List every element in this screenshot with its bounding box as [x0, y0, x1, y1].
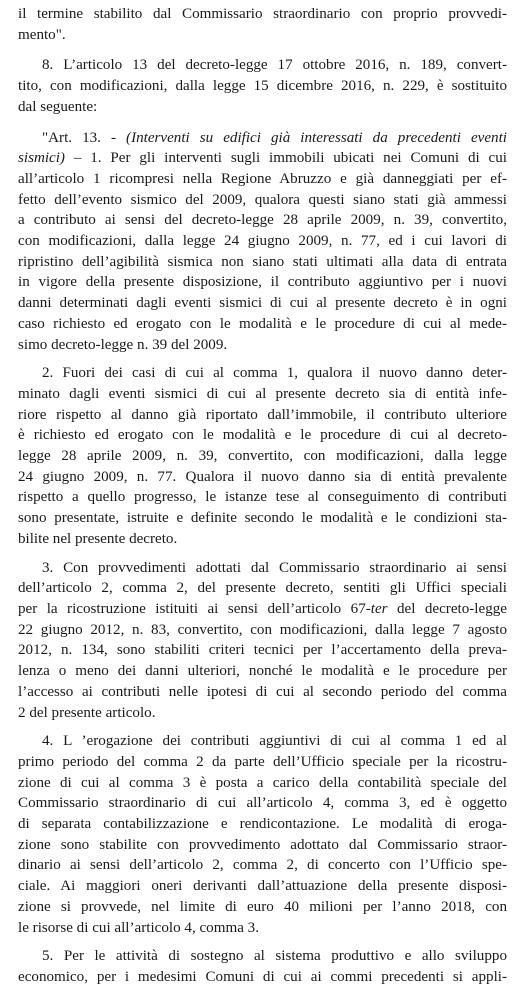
text-line: sismici) – 1. Per gli interventi sugli immobili ubicati nei Comuni di cui: [18, 150, 507, 167]
paragraph-continuation: [18, 4, 507, 45]
text-line: economico, per i medesimi Comuni di cui ai commi precedenti si appli-: [18, 968, 507, 985]
text-line: ripristino dell’agibilità sismica non siano stati ultimati alla data di entrata: [18, 253, 507, 270]
text-line: 22 giugno 2012, n. 83, convertito, con modificazioni, dalla legge 7 agosto: [18, 621, 507, 638]
text-line: è richiesto ed erogato con le modalità e le procedure di cui al decreto-: [18, 427, 507, 444]
text-line: l’accesso ai contributi nelle ipotesi di cui al secondo periodo del comma: [18, 683, 507, 700]
text-line: riore rispetto al danno già riportato dall’immobile, il contributo ulteriore: [18, 406, 507, 423]
text-line: in vigore della presente disposizione, il contributo aggiuntivo per i nuovi: [18, 274, 507, 291]
text-line: zione si provvede, nel limite di euro 40 milioni per l’anno 2018, con: [18, 898, 507, 915]
text-line: 4. L ’erogazione dei contributi aggiuntivi di cui al comma 1 ed al: [42, 733, 507, 750]
text-line: caso richiesto ed erogato con le modalità e le procedure di cui al mede-: [18, 315, 507, 332]
text-line: fetto dell’evento sismico del 2009, qualora questi siano stati già ammessi: [18, 191, 507, 208]
text-line: simo decreto-legge n. 39 del 2009.: [18, 336, 228, 353]
text-line: danni determinati dagli eventi sismici di cui al presente decreto è in ogni: [18, 295, 507, 312]
text-line: minato dagli eventi sismici di cui al presente decreto sia di entità infe-: [18, 385, 507, 402]
text-line: a contributo ai sensi del decreto-legge 28 aprile 2009, n. 39, convertito,: [18, 212, 507, 229]
text-line: 2012, n. 134, sono stabiliti criteri tecnici per l’accertamento della preva-: [18, 642, 507, 659]
text-line: rispetto a quello progresso, le istanze tese al conseguimento di contributi: [18, 489, 507, 506]
text-line: zione sono stabilite con provvedimento adottato dal Commissario straor-: [18, 836, 507, 853]
text-line: sono presentate, istruite e definite secondo le modalità e le condizioni sta-: [18, 510, 507, 527]
text-line: di separata contabilizzazione e rendicontazione. Le modalità di eroga-: [18, 816, 507, 833]
paragraph-art13-comma-1: [18, 128, 507, 356]
text-line: tito, con modificazioni, dalla legge 15 dicembre 2016, n. 229, è sostituito: [18, 78, 507, 95]
text-line: 5. Per le attività di sostegno al sistema produttivo e allo sviluppo: [42, 948, 507, 965]
text-line: primo periodo del comma 2 da parte dell’Ufficio speciale per la ricostru-: [18, 753, 507, 770]
text-line: legge 28 aprile 2009, n. 39, convertito, con modificazioni, dalla legge: [18, 448, 507, 465]
text-line: 2 del presente articolo.: [18, 704, 156, 721]
text-line: le risorse di cui all’articolo 4, comma 3.: [18, 919, 260, 936]
text-line: Commissario straordinario di cui all’articolo 4, comma 3, ed è oggetto: [18, 795, 507, 812]
paragraph-comma-8: [18, 55, 507, 117]
text-line: ciale. Ai maggiori oneri derivanti dall’attuazione della presente disposi-: [18, 878, 507, 895]
text-line: il termine stabilito dal Commissario straordinario con proprio provvedi-: [18, 6, 507, 22]
text-line: dell’articolo 2, comma 2, del presente decreto, sentiti gli Uffici speciali: [18, 580, 507, 597]
paragraph-art13-comma-5: [18, 946, 507, 987]
text-line: dinario ai sensi dell’articolo 2, comma 2, di concerto con l’Ufficio spe-: [18, 857, 507, 874]
text-line: bilite nel presente decreto.: [18, 530, 178, 547]
text-line: lenza o meno dei danni ulteriori, nonché le modalità e le procedure per: [18, 663, 507, 680]
paragraph-art13-comma-4: [18, 731, 507, 938]
paragraph-art13-comma-3: [18, 558, 507, 724]
text-line-art13-heading: "Art. 13. - (Interventi su edifici già interessati da precedenti eventi: [42, 129, 507, 146]
text-line: mento".: [18, 26, 66, 43]
paragraph-art13-comma-2: [18, 363, 507, 549]
text-line: all’articolo 1 ricompresi nella Regione Abruzzo e già danneggiati per ef-: [18, 170, 507, 187]
text-line: 8. L’articolo 13 del decreto-legge 17 ottobre 2016, n. 189, convert-: [42, 57, 507, 74]
text-line: 3. Con provvedimenti adottati dal Commissario straordinario ai sensi: [42, 559, 507, 576]
text-line: 24 giugno 2009, n. 77. Qualora il nuovo danno sia di entità prevalente: [18, 468, 507, 485]
text-line: 2. Fuori dei casi di cui al comma 1, qualora il nuovo danno deter-: [42, 365, 507, 382]
text-line: zione di cui al comma 3 è posta a carico della contabilità speciale del: [18, 774, 507, 791]
text-line: con modificazioni, dalla legge 24 giugno 2009, n. 77, ed i cui lavori di: [18, 233, 507, 250]
text-line: dal seguente:: [18, 98, 98, 115]
text-line: per la ricostruzione istituiti ai sensi dell’articolo 67-ter del decreto-legge: [18, 600, 507, 617]
